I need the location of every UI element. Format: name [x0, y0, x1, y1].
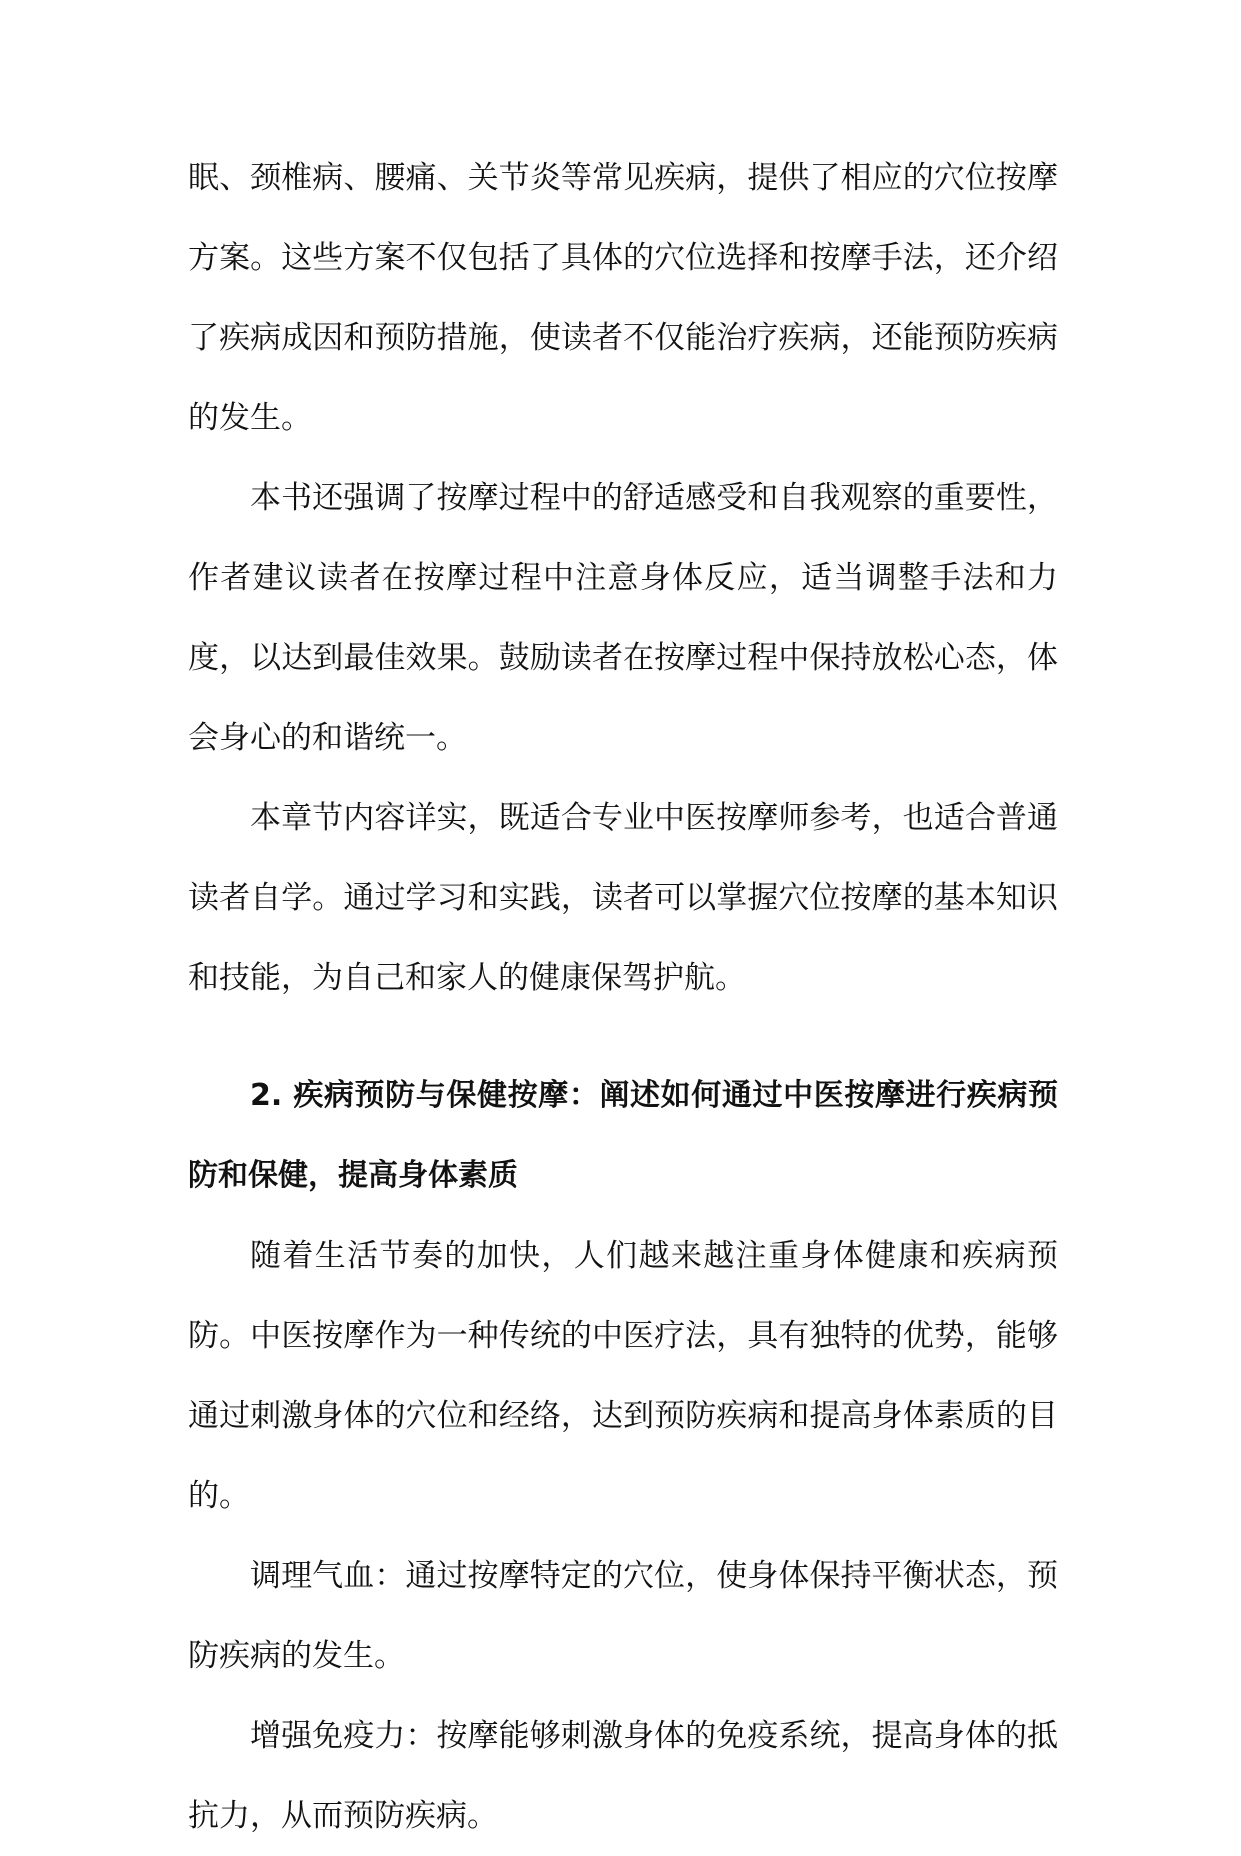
paragraph-immunity: 增强免疫力：按摩能够刺激身体的免疫系统，提高身体的抵抗力，从而预防疾病。: [188, 1718, 1058, 1834]
paragraph-continued: 眠、颈椎病、腰痛、关节炎等常见疾病，提供了相应的穴位按摩方案。这些方案不仅包括了具体的穴位选择和按摩手法，还介绍了疾病成因和预防措施，使读者不仅能治疗疾病，还能预防疾病的发生。: [188, 160, 1058, 436]
paragraph-qi-blood: 调理气血：通过按摩特定的穴位，使身体保持平衡状态，预防疾病的发生。: [188, 1558, 1058, 1674]
paragraph-intro: 随着生活节奏的加快，人们越来越注重身体健康和疾病预防。中医按摩作为一种传统的中医疗法，具有独特的优势，能够通过刺激身体的穴位和经络，达到预防疾病和提高身体素质的目的。: [188, 1238, 1058, 1514]
text-column: [188, 138, 1058, 1856]
section-spacer: [188, 1018, 1058, 1056]
paragraph-chapter-summary: 本章节内容详实，既适合专业中医按摩师参考，也适合普通读者自学。通过学习和实践，读者可以掌握穴位按摩的基本知识和技能，为自己和家人的健康保驾护航。: [188, 800, 1058, 996]
paragraph-book-emphasis: 本书还强调了按摩过程中的舒适感受和自我观察的重要性，作者建议读者在按摩过程中注意身体反应，适当调整手法和力度，以达到最佳效果。鼓励读者在按摩过程中保持放松心态，体会身心的和谐统一。: [188, 480, 1058, 756]
section-heading: 2. 疾病预防与保健按摩：阐述如何通过中医按摩进行疾病预防和保健，提高身体素质: [188, 1078, 1058, 1193]
